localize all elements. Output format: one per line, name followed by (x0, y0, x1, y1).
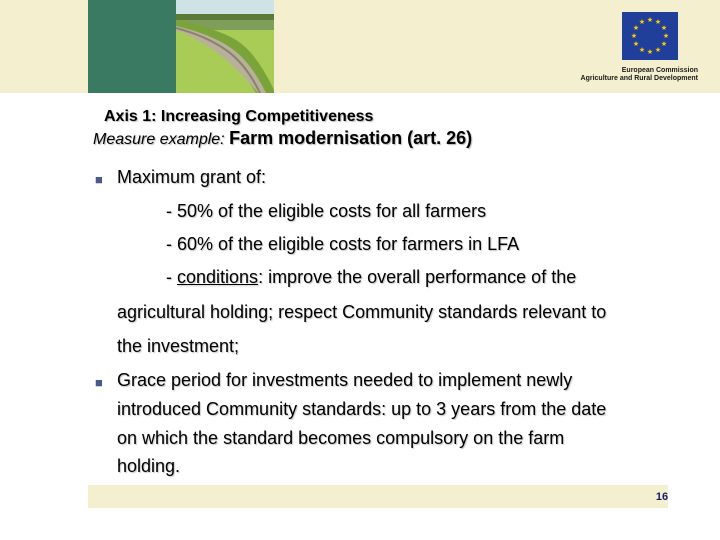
conditions-line-2: agricultural holding; respect Community standards relevant to (117, 302, 607, 322)
conditions-label: conditions (177, 267, 259, 287)
eu-commission-logo (578, 12, 698, 86)
measure-prefix: Measure example: (93, 131, 225, 148)
bullet-marker: ■ (95, 172, 103, 187)
svg-text:★: ★ (638, 46, 646, 54)
svg-text:★: ★ (654, 46, 662, 54)
header-green-block (88, 0, 176, 93)
slide-title-axis: Axis 1: Increasing Competitiveness (104, 108, 374, 125)
grace-period-line-2: introduced Community standards: up to 3 years from the date (117, 399, 607, 419)
svg-text:★: ★ (654, 18, 662, 26)
subitem-conditions (166, 267, 576, 288)
grace-period-line-1: Grace period for investments needed to implement newly (117, 370, 573, 390)
svg-text:★: ★ (630, 32, 638, 40)
conditions-text: : improve the overall performance of the (258, 267, 577, 287)
footer-band (88, 485, 668, 508)
grace-period-line-4: holding. (117, 456, 181, 476)
bullet-marker: ■ (95, 375, 103, 390)
logo-line-dg: Agriculture and Rural Development (580, 75, 698, 82)
conditions-prefix: - (166, 267, 177, 287)
countryside-photo (176, 0, 274, 93)
subitem-50-percent: - 50% of the eligible costs for all farmers (166, 201, 487, 221)
svg-text:★: ★ (632, 24, 640, 32)
grace-period-line-3: on which the standard becomes compulsory on the farm (117, 428, 565, 448)
measure-main: Farm modernisation (art. 26) (229, 128, 473, 148)
subitem-60-percent: - 60% of the eligible costs for farmers in LFA (166, 234, 520, 254)
page-number: 16 (655, 491, 669, 503)
svg-text:★: ★ (632, 40, 640, 48)
bullet-text-grant: Maximum grant of: (117, 167, 267, 187)
svg-text:★: ★ (660, 40, 668, 48)
svg-text:★: ★ (646, 48, 654, 56)
slide-title-measure (93, 128, 472, 149)
svg-text:★: ★ (638, 18, 646, 26)
eu-flag-icon (622, 12, 678, 60)
logo-line-commission: European Commission (621, 67, 698, 74)
svg-text:★: ★ (646, 16, 654, 24)
svg-text:★: ★ (660, 24, 668, 32)
svg-text:★: ★ (662, 32, 670, 40)
conditions-line-3: the investment; (117, 336, 240, 356)
